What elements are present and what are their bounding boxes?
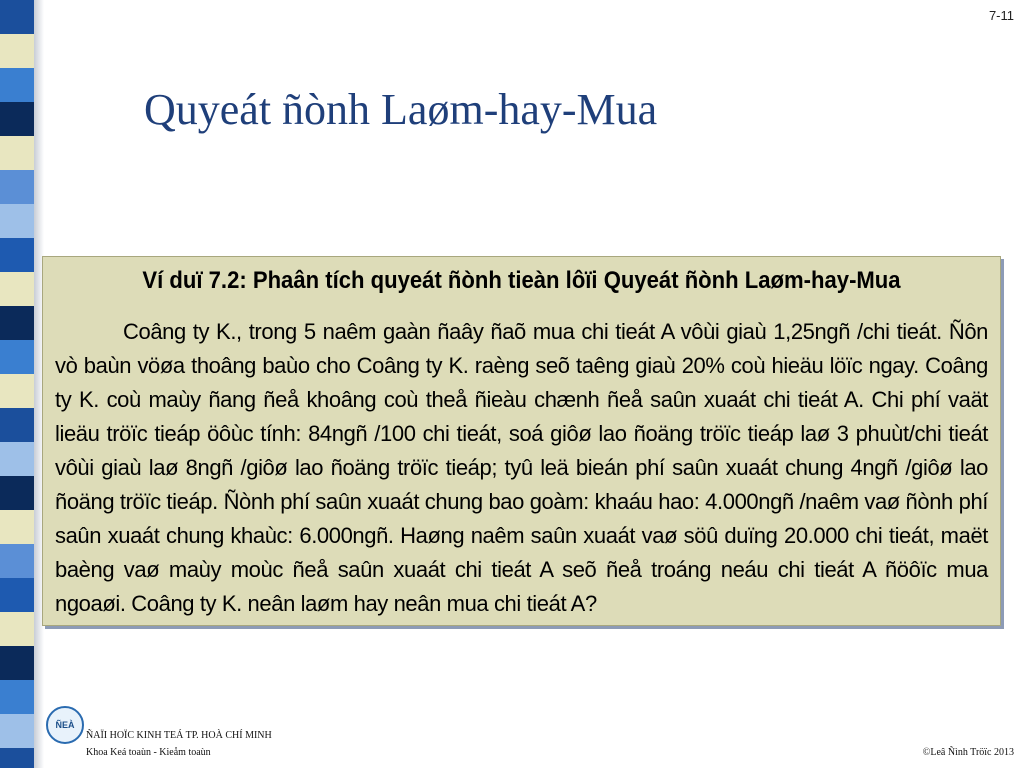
strip-block — [0, 578, 34, 612]
example-heading: Ví duï 7.2: Phaân tích quyeát ñònh tieàn lôïi Quyeát ñònh Laøm-hay-Mua — [142, 267, 901, 294]
strip-block — [0, 0, 34, 34]
university-logo — [46, 706, 84, 744]
strip-block — [0, 340, 34, 374]
strip-block — [0, 476, 34, 510]
strip-block — [0, 680, 34, 714]
strip-block — [0, 170, 34, 204]
strip-block — [0, 510, 34, 544]
strip-block — [0, 102, 34, 136]
slide-title: Quyeát ñònh Laøm-hay-Mua — [144, 85, 658, 134]
strip-block — [0, 544, 34, 578]
strip-block — [0, 748, 34, 768]
strip-block — [0, 374, 34, 408]
strip-block — [0, 238, 34, 272]
strip-block — [0, 646, 34, 680]
strip-block — [0, 442, 34, 476]
strip-block — [0, 136, 34, 170]
example-box — [42, 256, 1001, 626]
school-name: ÑAÏI HOÏC KINH TEÁ TP. HOÀ CHÍ MINH — [86, 730, 272, 741]
faculty-name: Khoa Keá toaùn - Kieåm toaùn — [86, 747, 211, 758]
logo-label: ÑEÀ — [55, 720, 75, 730]
strip-block — [0, 714, 34, 748]
strip-block — [0, 306, 34, 340]
copyright-notice: ©Leâ Ñình Tröïc 2013 — [922, 747, 1014, 758]
strip-block — [0, 272, 34, 306]
strip-block — [0, 68, 34, 102]
decorative-side-strip — [0, 0, 44, 768]
example-body-text: Coâng ty K., trong 5 naêm gaàn ñaây ñaõ mua chi tieát A vôùi giaù 1,25ngñ /chi tieát. Ñôn vò baùn vöøa thoâng baùo cho Coâng ty K. raèng seõ taêng giaù 20% coù hieäu löïc ngay. Coâng ty K. coù maùy ñang ñeå khoâng coù theå ñieàu chænh ñeå saûn xuaát chi tieát A. Chi phí vaät lieäu tröïc tieáp öôùc tính: 84ngñ /100 chi tieát, soá giôø lao ñoäng tröïc tieáp laø 3 phuùt/chi tieát vôùi giaù laø 8ngñ /giôø lao ñoäng tröïc tieáp; tyû leä bieán phí saûn xuaát chung 4ngñ /giôø lao ñoäng tröïc tieáp. Ñònh phí saûn xuaát chung bao goàm: khaáu hao: 4.000ngñ /naêm vaø ñònh phí saûn xuaát chung khaùc: 6.000ngñ. Haøng naêm saûn xuaát vaø söû duïng 20.000 chi tieát, maët baèng vaø maùy moùc ñeå saûn xuaát chi tieát A seõ ñeå troáng neáu chi tieát A ñöôïc mua ngoaøi. Coâng ty K. neân laøm hay neân mua chi tieát A? — [55, 319, 988, 616]
strip-block — [0, 612, 34, 646]
strip-block — [0, 204, 34, 238]
strip-block — [0, 34, 34, 68]
page-number: 7-11 — [988, 8, 1014, 23]
strip-block — [0, 408, 34, 442]
